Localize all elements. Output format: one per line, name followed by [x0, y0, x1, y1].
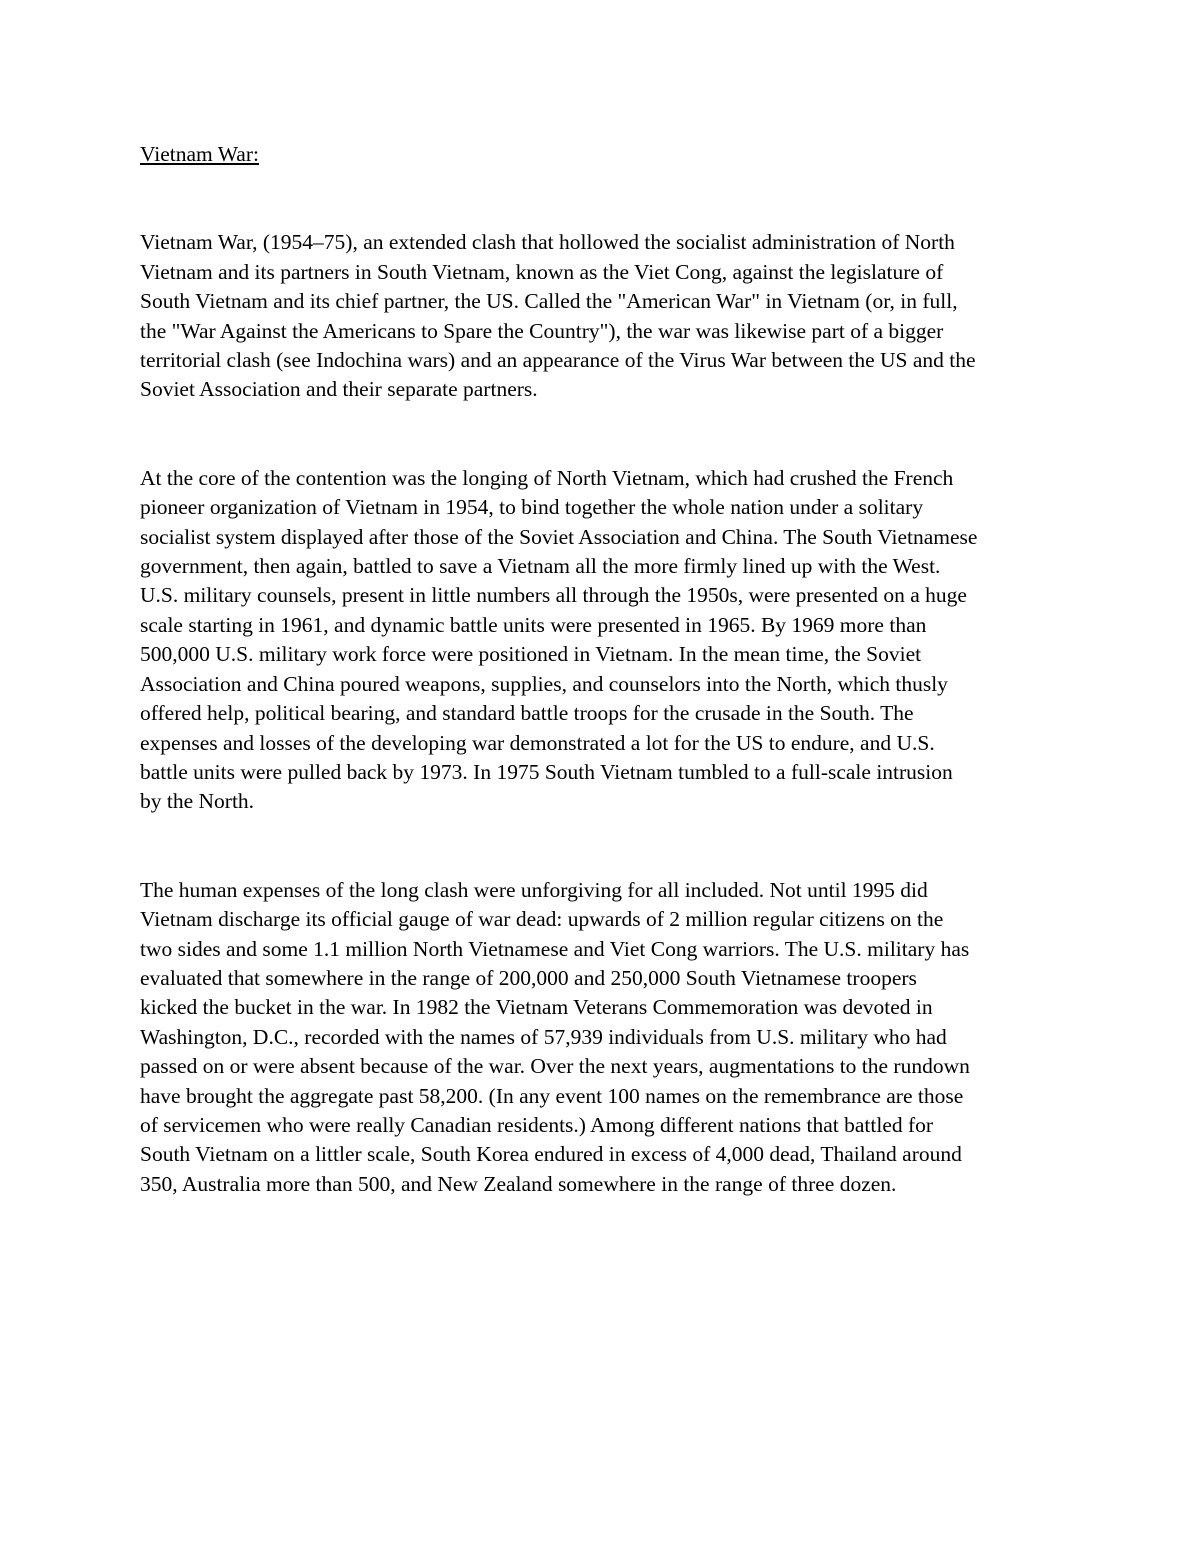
spacer	[140, 405, 1070, 464]
document-body	[140, 140, 1070, 1199]
spacer	[140, 169, 1070, 228]
paragraph-1: Vietnam War, (1954–75), an extended clash that hollowed the socialist administration of North Vietnam and its partners in South Vietnam, known as the Viet Cong, against the legislature of South Vietnam and its chief partner, the US. Called the "American War" in Vietnam (or, in full, the "War Against the Americans to Spare the Country"), the war was likewise part of a bigger territorial clash (see Indochina wars) and an appearance of the Virus War between the US and the Soviet Association and their separate partners.	[140, 230, 976, 402]
spacer	[140, 817, 1070, 876]
paragraph-2: At the core of the contention was the longing of North Vietnam, which had crushed the French pioneer organization of Vietnam in 1954, to bind together the whole nation under a solitary socialist system displayed after those of the Soviet Association and China. The South Vietnamese government, then again, battled to save a Vietnam all the more firmly lined up with the West. U.S. military counsels, present in little numbers all through the 1950s, were presented on a huge scale starting in 1961, and dynamic battle units were presented in 1965. By 1969 more than 500,000 U.S. military work force were positioned in Vietnam. In the mean time, the Soviet Association and China poured weapons, supplies, and counselors into the North, which thusly offered help, political bearing, and standard battle troops for the crusade in the South. The expenses and losses of the developing war demonstrated a lot for the US to endure, and U.S. battle units were pulled back by 1973. In 1975 South Vietnam tumbled to a full-scale intrusion by the North.	[140, 465, 978, 814]
document-title: Vietnam War:	[140, 142, 259, 166]
paragraph-3: The human expenses of the long clash were unforgiving for all included. Not until 1995 did Vietnam discharge its official gauge of war dead: upwards of 2 million regular citizens on the two sides and some 1.1 million North Vietnamese and Viet Cong warriors. The U.S. military has evaluated that somewhere in the range of 200,000 and 250,000 South Vietnamese troopers kicked the bucket in the war. In 1982 the Vietnam Veterans Commemoration was devoted in Washington, D.C., recorded with the names of 57,939 individuals from U.S. military who had passed on or were absent because of the war. Over the next years, augmentations to the rundown have brought the aggregate past 58,200. (In any event 100 names on the remembrance are those of servicemen who were really Canadian residents.) Among different nations that battled for South Vietnam on a littler scale, South Korea endured in excess of 4,000 dead, Thailand around 350, Australia more than 500, and New Zealand somewhere in the range of three dozen.	[140, 877, 970, 1196]
